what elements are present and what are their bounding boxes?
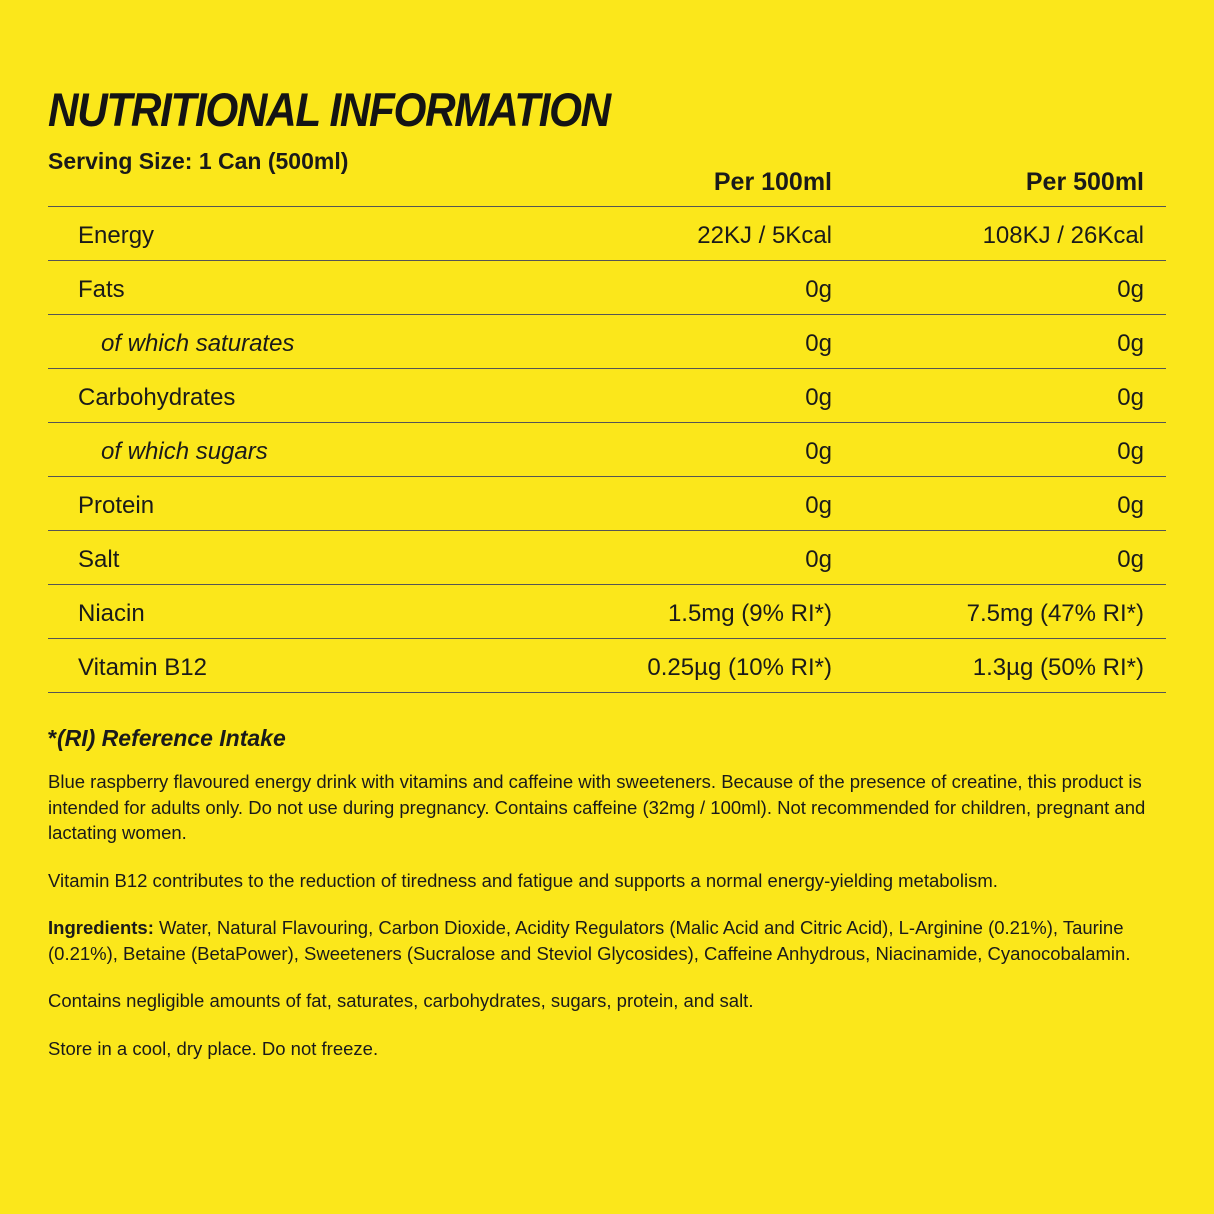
product-description: Blue raspberry flavoured energy drink with vitamins and caffeine with sweeteners. Because of the presence of creatine, this product is intended for adults only. Do not use during pregnancy. Contains caffeine (32mg / 100ml). Not recommended for children, pregnant and lactating women.: [48, 771, 1146, 843]
row-label-energy: Energy: [78, 222, 155, 249]
row-label-salt: Salt: [78, 546, 120, 573]
row-value-per-100ml: 0g: [805, 330, 832, 357]
row-value-per-500ml: 7.5mg (47% RI*): [966, 600, 1144, 627]
table-row: [48, 477, 1166, 531]
table-row: [48, 315, 1166, 369]
row-value-per-100ml: 0g: [805, 492, 832, 519]
ingredients-list: Water, Natural Flavouring, Carbon Dioxide, Acidity Regulators (Malic Acid and Citric Acid), L-Arginine (0.21%), Taurine (0.21%), Betaine (BetaPower), Sweeteners (Sucralose and Steviol Glycosides), Caffeine Anhydrous, Niacinamide, Cyanocobalamin.: [48, 917, 1131, 964]
table-row: [48, 531, 1166, 585]
row-value-per-500ml: 0g: [1117, 438, 1144, 465]
table-row: [48, 585, 1166, 639]
table-header: [48, 140, 1166, 207]
table-row: [48, 369, 1166, 423]
storage-instructions: Store in a cool, dry place. Do not freeze.: [48, 1037, 379, 1059]
row-value-per-500ml: 1.3µg (50% RI*): [972, 654, 1144, 681]
row-value-per-500ml: 0g: [1117, 492, 1144, 519]
row-value-per-100ml: 0g: [805, 546, 832, 573]
vitamin-b12-claim: Vitamin B12 contributes to the reduction of tiredness and fatigue and supports a normal energy-yielding metabolism.: [48, 869, 998, 891]
column-header-per-500ml: Per 500ml: [1025, 168, 1144, 196]
row-value-per-500ml: 108KJ / 26Kcal: [982, 222, 1144, 249]
row-value-per-100ml: 0g: [805, 438, 832, 465]
table-row: [48, 423, 1166, 477]
table-row: [48, 639, 1166, 693]
row-value-per-100ml: 1.5mg (9% RI*): [667, 600, 832, 627]
column-header-per-100ml: Per 100ml: [713, 168, 832, 196]
row-value-per-500ml: 0g: [1117, 330, 1144, 357]
row-label-saturates: of which saturates: [101, 330, 295, 357]
row-label-protein: Protein: [78, 492, 155, 519]
ingredients-label: Ingredients:: [48, 917, 154, 938]
serving-size: Serving Size: 1 Can (500ml): [48, 148, 349, 174]
row-label-fats: Fats: [78, 276, 125, 303]
row-label-carbohydrates: Carbohydrates: [78, 384, 236, 411]
table-row: [48, 261, 1166, 315]
row-label-sugars: of which sugars: [101, 438, 268, 465]
row-label-vitamin-b12: Vitamin B12: [78, 654, 207, 681]
row-value-per-100ml: 22KJ / 5Kcal: [697, 222, 832, 249]
reference-intake-note: [48, 723, 1166, 753]
row-value-per-500ml: 0g: [1117, 546, 1144, 573]
footnote-text: (RI) Reference Intake: [56, 725, 286, 751]
row-value-per-500ml: 0g: [1117, 276, 1144, 303]
negligible-amounts-note: Contains negligible amounts of fat, saturates, carbohydrates, sugars, protein, and salt.: [48, 990, 754, 1011]
row-value-per-100ml: 0g: [805, 276, 832, 303]
row-value-per-100ml: 0g: [805, 384, 832, 411]
table-row: [48, 207, 1166, 261]
footnote-star: *: [48, 725, 57, 751]
row-value-per-500ml: 0g: [1117, 384, 1144, 411]
row-value-per-100ml: 0.25µg (10% RI*): [647, 654, 832, 681]
ingredients-paragraph: [48, 915, 1166, 966]
row-label-niacin: Niacin: [78, 600, 145, 627]
page-title: NUTRITIONAL INFORMATION: [48, 83, 610, 136]
nutrition-panel: [48, 80, 1166, 1061]
